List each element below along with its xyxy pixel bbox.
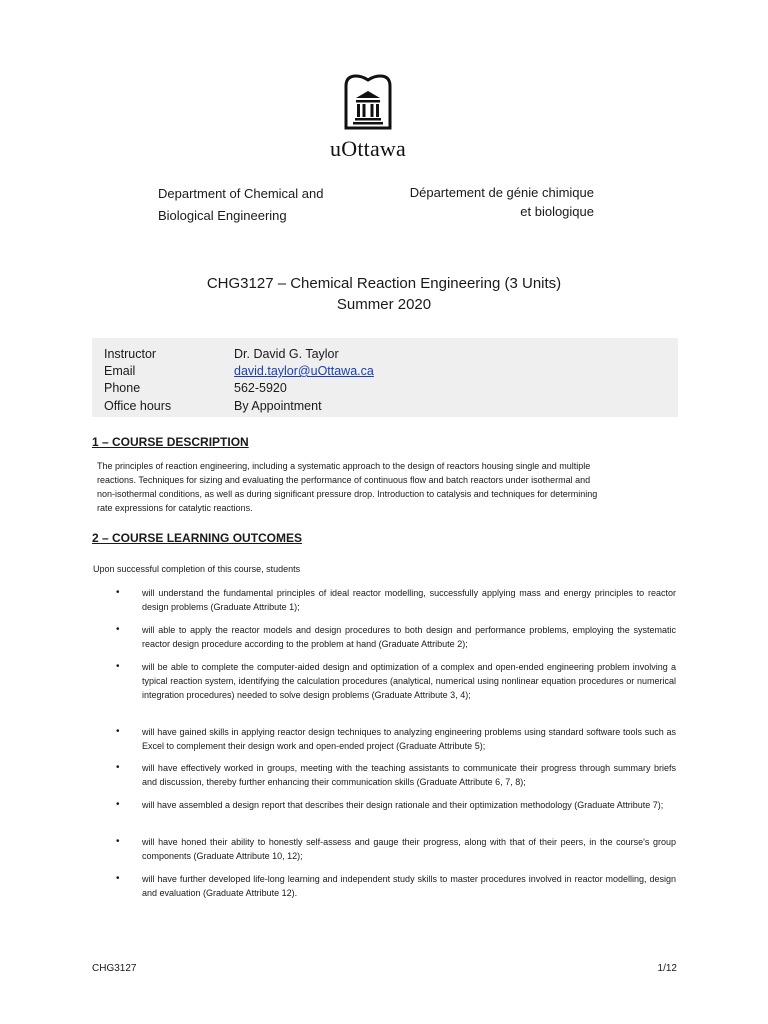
list-item-text: will have assembled a design report that describes their design rationale and their optimization methodology (Graduate Attribute 7); [142, 800, 664, 810]
bullet-icon: • [116, 836, 120, 847]
department-english-line: Department of Chemical and [158, 186, 324, 201]
department-english-line: Biological Engineering [158, 208, 287, 223]
list-item-text: will have effectively worked in groups, meeting with the teaching assistants to communicate their progress through summary briefs and discussion, thereby further enhancing their communication skills (Graduate Attribute 6, 7, 8); [142, 763, 676, 787]
bullet-icon: • [116, 762, 120, 773]
department-french [410, 183, 594, 221]
department-english [158, 183, 323, 227]
course-term: Summer 2020 [336, 296, 432, 313]
info-value: By Appointment [234, 399, 322, 413]
list-item [116, 660, 676, 702]
info-row-instructor [104, 346, 339, 363]
info-row-office-hours [104, 398, 322, 415]
bullet-icon: • [116, 799, 120, 810]
info-row-email [104, 363, 374, 380]
university-building-icon [342, 72, 394, 130]
paragraph-line: non-isothermal conditions, as well as during significant pressure drop. Introduction to catalysis and techniques for determining [97, 489, 598, 499]
list-item-text: will understand the fundamental principles of ideal reactor modelling, successfully applying mass and energy principles to reactor design problems (Graduate Attribute 1); [142, 588, 676, 612]
bullet-icon: • [116, 587, 120, 598]
info-label: Phone [104, 381, 141, 395]
info-label: Office hours [104, 399, 172, 413]
bullet-icon: • [116, 661, 120, 672]
info-row-phone [104, 380, 287, 397]
bullet-icon: • [116, 873, 120, 884]
course-description-paragraph [97, 459, 675, 515]
info-value: 562-5920 [234, 381, 287, 395]
list-item [116, 761, 676, 789]
footer-page-number: 1/12 [657, 963, 677, 974]
department-french-line: Département de génie chimique [409, 185, 594, 200]
logo-wordmark: uOttawa [330, 136, 406, 161]
university-logo [318, 72, 418, 162]
list-item-text: will able to apply the reactor models and design procedures to both design and performance problems, employing the systematic reactor design procedure according to the problem at hand (Graduate Attribute 2); [142, 625, 676, 649]
bullet-icon: • [116, 624, 120, 635]
list-item [116, 586, 676, 614]
list-item [116, 798, 676, 812]
list-item-text: will be able to complete the computer-aided design and optimization of a complex and open-ended engineering problem involving a typical reaction system, identifying the calculation procedures (analytical, numerical using nonlinear equation procedures or numerical integration procedures) needed to solve design problems (Graduate Attribute 3, 4); [142, 662, 676, 700]
course-title-block [0, 273, 768, 315]
footer-course-code: CHG3127 [92, 963, 137, 974]
email-link[interactable]: david.taylor@uOttawa.ca [234, 364, 374, 378]
paragraph-line: reactions. Techniques for sizing and evaluating the performance of continuous flow and batch reactors under isothermal and [97, 475, 591, 485]
bullet-icon: • [116, 726, 120, 737]
info-value: Dr. David G. Taylor [234, 347, 339, 361]
paragraph-line: rate expressions for catalytic reactions. [97, 503, 253, 513]
list-item-text: will have further developed life-long learning and independent study skills to master procedures involved in reactor modelling, design and evaluation (Graduate Attribute 12). [142, 874, 676, 898]
section-heading-learning-outcomes: 2 – COURSE LEARNING OUTCOMES [92, 531, 303, 545]
list-item [116, 725, 676, 753]
list-item-text: will have honed their ability to honestly self-assess and gauge their progress, along with that of their peers, in the course's group components (Graduate Attribute 10, 12); [142, 837, 676, 861]
info-label: Email [104, 364, 136, 378]
department-french-line: et biologique [520, 204, 594, 219]
list-item [116, 835, 676, 863]
info-label: Instructor [104, 347, 157, 361]
section-heading-course-description: 1 – COURSE DESCRIPTION [92, 435, 249, 449]
list-item-text: will have gained skills in applying reactor design techniques to analyzing engineering problems using standard software tools such as Excel to complement their design work and open-ended project (Graduate Attribute 5); [142, 727, 676, 751]
paragraph-line: The principles of reaction engineering, including a systematic approach to the design of reactors housing single and multiple [97, 461, 591, 471]
instructor-info-box [92, 338, 678, 417]
outcomes-intro: Upon successful completion of this course, students [93, 564, 301, 574]
list-item [116, 623, 676, 651]
list-item [116, 872, 676, 900]
course-title: CHG3127 – Chemical Reaction Engineering (3 Units) [206, 275, 562, 292]
